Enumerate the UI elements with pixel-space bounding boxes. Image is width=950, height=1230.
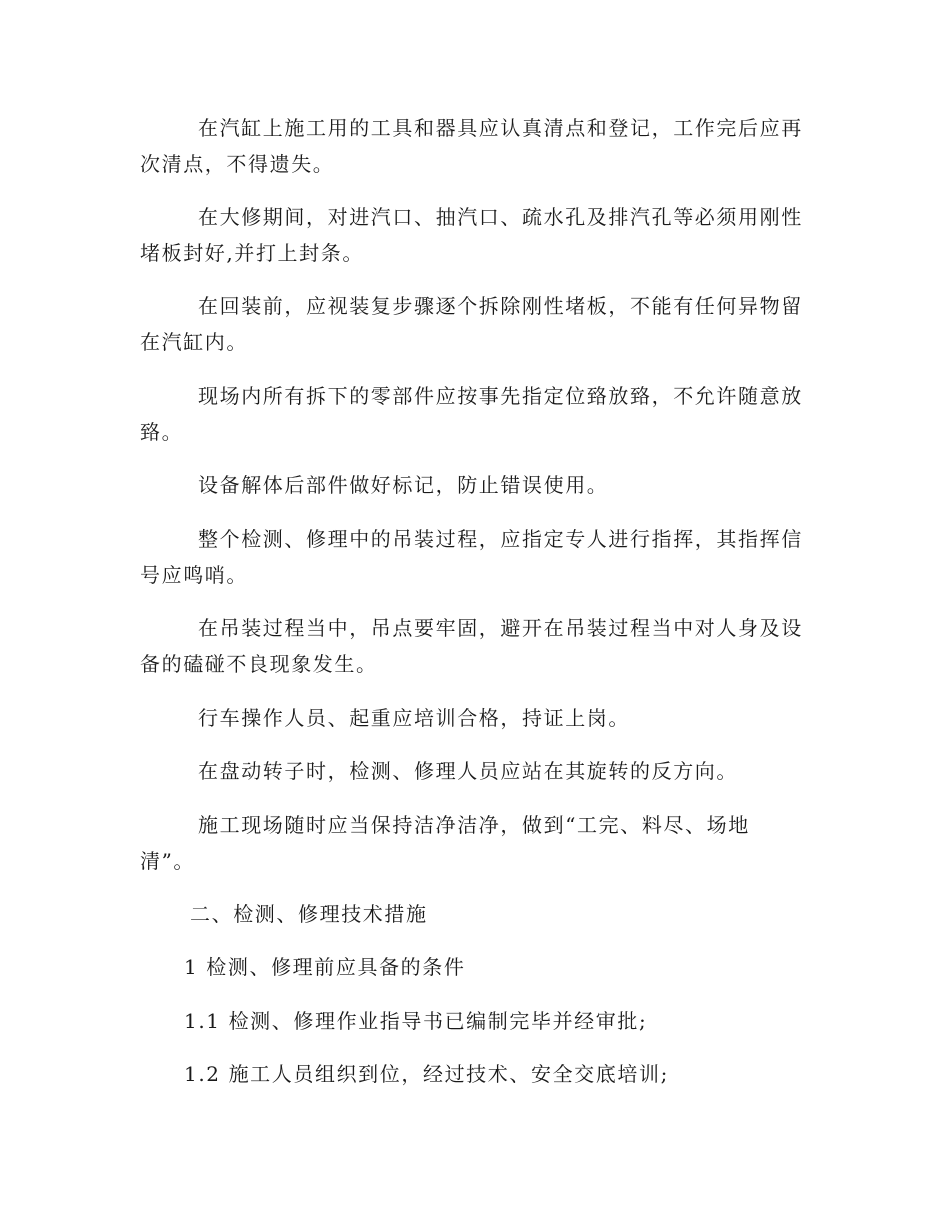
paragraph-seal-openings: 在大修期间，对进汽口、抽汽口、疏水孔及排汽孔等必须用刚性堵板封好,并打上封条。: [140, 205, 803, 265]
subheading-conditions: 1 检测、修理前应具备的条件: [184, 955, 466, 979]
paragraph-tool-checklist: 在汽缸上施工用的工具和器具应认真清点和登记，工作完后应再次清点，不得遗失。: [140, 116, 803, 176]
paragraph-parts-placement: 现场内所有拆下的零部件应按事先指定位臵放臵，不允许随意放臵。: [140, 384, 803, 444]
item-1-1: 1.1 检测、修理作业指导书已编制完毕并经审批;: [184, 1009, 648, 1033]
paragraph-lifting-safety: 在吊装过程当中，吊点要牢固，避开在吊装过程当中对人身及设备的磕碰不良现象发生。: [140, 616, 803, 676]
paragraph-lifting-command: 整个检测、修理中的吊装过程，应指定专人进行指挥，其指挥信号应鸣哨。: [140, 527, 803, 587]
paragraph-remove-plates: 在回装前，应视装复步骤逐个拆除刚性堵板，不能有任何异物留在汽缸内。: [140, 294, 803, 354]
section-heading: 二、检测、修理技术措施: [190, 902, 428, 926]
paragraph-crane-operators: 行车操作人员、起重应培训合格，持证上岗。: [198, 706, 630, 730]
paragraph-rotor-turning: 在盘动转子时，检测、修理人员应站在其旋转的反方向。: [198, 759, 738, 783]
paragraph-marking: 设备解体后部件做好标记，防止错误使用。: [198, 473, 609, 497]
item-1-2: 1.2 施工人员组织到位，经过技术、安全交底培训;: [184, 1062, 669, 1086]
paragraph-site-cleanliness: 施工现场随时应当保持洁净洁净，做到“工完、料尽、场地清”。: [140, 813, 750, 873]
